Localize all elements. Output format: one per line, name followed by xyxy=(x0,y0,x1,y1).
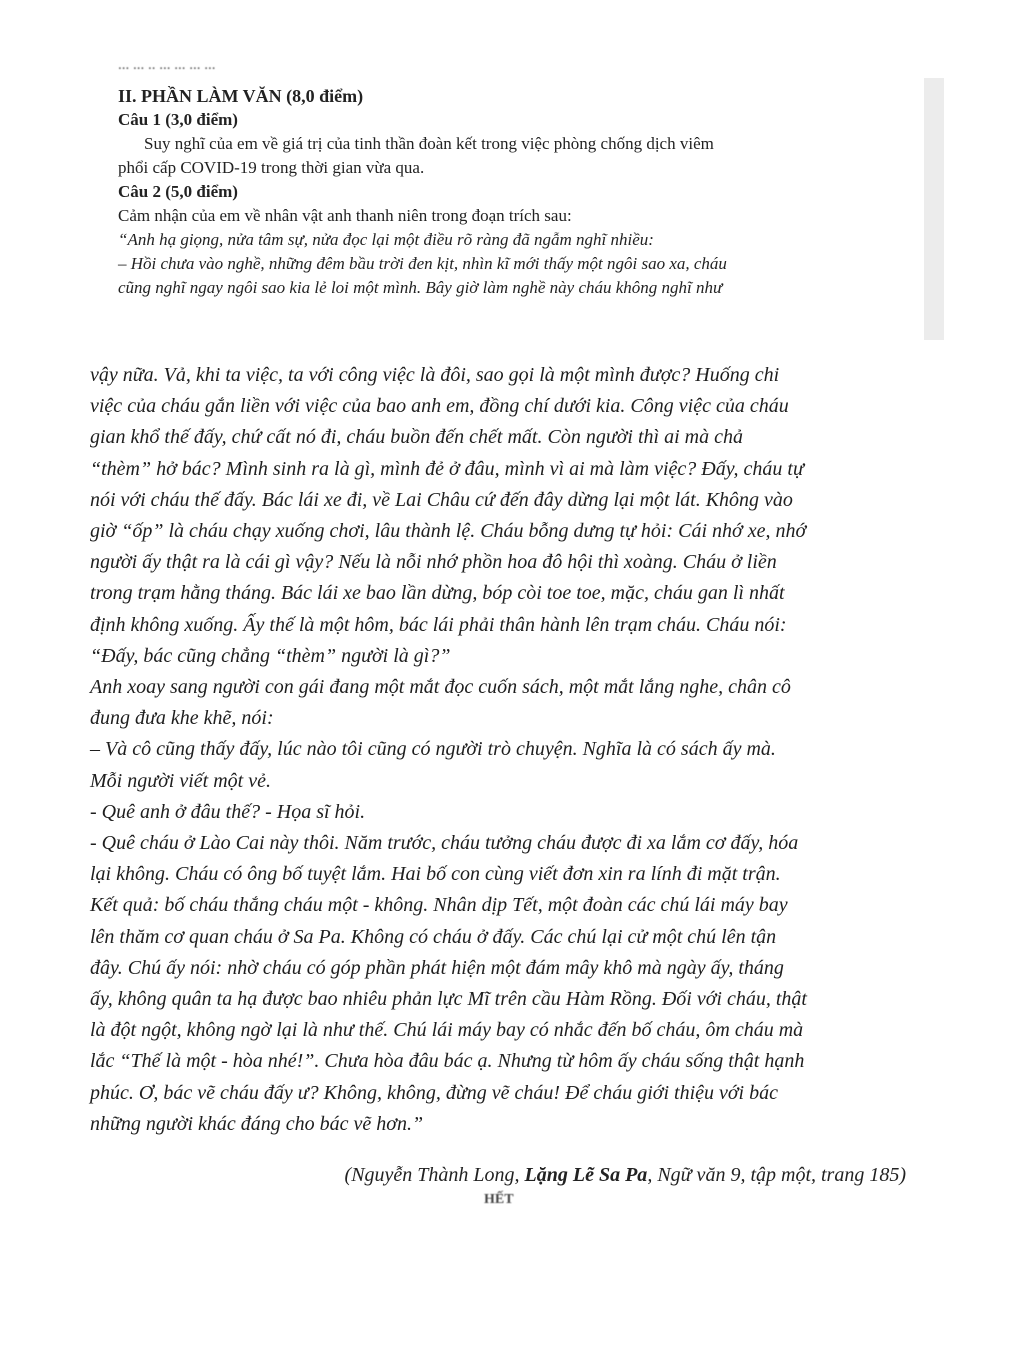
passage-line: giờ “ốp” là cháu chạy xuống chơi, lâu thành lệ. Cháu bỗng dưng tự hỏi: Cái nhớ xe, nhớ xyxy=(90,520,807,543)
question1-title: Câu 1 (3,0 điểm) xyxy=(118,110,238,129)
section-title: II. PHẦN LÀM VĂN (8,0 điểm) xyxy=(118,86,364,106)
passage-line: ấy, không quân ta hạ được bao nhiêu phản lực Mĩ trên cầu Hàm Rồng. Đối với cháu, thật xyxy=(90,988,807,1011)
question1-text-line: phổi cấp COVID-19 trong thời gian vừa qua. xyxy=(118,158,425,177)
scan-margin-strip xyxy=(924,78,944,340)
passage-line: gian khổ thế đấy, chứ cất nó đi, cháu buồn đến chết mất. Còn người thì ai mà chả xyxy=(90,426,743,449)
passage-line: lên thăm cơ quan cháu ở Sa Pa. Không có cháu ở đấy. Các chú lại cử một chú lên tận xyxy=(90,925,777,948)
exam-upper-section xyxy=(118,84,878,300)
question2-title: Câu 2 (5,0 điểm) xyxy=(118,182,238,201)
passage-line: là đột ngột, không ngờ lại là như thế. Chú lái máy bay có nhắc đến bố cháu, ôm cháu mà xyxy=(90,1019,804,1042)
passage-line: Anh xoay sang người con gái đang một mắt đọc cuốn sách, một mắt lắng nghe, chân cô xyxy=(90,676,791,699)
source-prefix: (Nguyễn Thành Long, xyxy=(344,1164,525,1186)
passage-line: - Quê cháu ở Lào Cai này thôi. Năm trước, cháu tưởng cháu được đi xa lắm cơ đấy, hóa xyxy=(90,832,799,855)
passage-line: nói với cháu thế đấy. Bác lái xe đi, về Lai Châu cứ đến đây dừng lại một lát. Không vào xyxy=(90,488,793,511)
passage-line: – Và cô cũng thấy đấy, lúc nào tôi cũng có người trò chuyện. Nghĩa là có sách ấy mà. xyxy=(90,738,776,761)
passage-line: định không xuống. Ấy thế là một hôm, bác lái phải thân hành lên trạm cháu. Cháu nói: xyxy=(90,613,787,636)
question2-prompt: Cảm nhận của em về nhân vật anh thanh niên trong đoạn trích sau: xyxy=(118,206,572,225)
passage-line: “Đấy, bác cũng chẳng “thèm” người là gì?” xyxy=(90,644,451,667)
passage-line: đung đưa khe khẽ, nói: xyxy=(90,707,274,730)
header-fragment: ... ... .. ... ... ... ... xyxy=(118,58,216,72)
source-suffix: , Ngữ văn 9, tập một, trang 185) xyxy=(647,1164,906,1186)
excerpt-line: “Anh hạ giọng, nửa tâm sự, nửa đọc lại một điều rõ ràng đã ngẫm nghĩ nhiều: xyxy=(118,230,654,249)
passage-line: người ấy thật ra là cái gì vậy? Nếu là nỗi nhớ phồn hoa đô hội thì xoàng. Cháu ở liền xyxy=(90,551,777,574)
passage-line: đây. Chú ấy nói: nhờ cháu có góp phần phát hiện một đám mây khô mà ngày ấy, tháng xyxy=(90,956,784,979)
question1-text-line: Suy nghĩ của em về giá trị của tinh thần đoàn kết trong việc phòng chống dịch viêm xyxy=(144,134,714,153)
end-marker: HẾT xyxy=(484,1192,514,1207)
excerpt-line: cũng nghĩ ngay ngôi sao kia lẻ loi một mình. Bây giờ làm nghề này cháu không nghĩ như xyxy=(118,278,723,297)
source-work-title: Lặng Lẽ Sa Pa xyxy=(524,1164,648,1186)
source-citation xyxy=(90,1160,906,1190)
passage-line: lại không. Cháu có ông bố tuyệt lắm. Hai bố con cùng viết đơn xin ra lính đi mặt trận. xyxy=(90,863,781,886)
passage-line: “thèm” hở bác? Mình sinh ra là gì, mình đẻ ở đâu, mình vì ai mà làm việc? Đấy, cháu tự xyxy=(90,457,804,480)
passage-line: lắc “Thế là một - hòa nhé!”. Chưa hòa đâu bác ạ. Nhưng từ hôm ấy cháu sống thật hạnh xyxy=(90,1050,805,1073)
passage-line: phúc. Ơ, bác vẽ cháu đấy ư? Không, không, đừng vẽ cháu! Để cháu giới thiệu với bác xyxy=(90,1081,778,1104)
passage-line: việc của cháu gắn liền với việc của bao anh em, đồng chí dưới kia. Công việc của cháu xyxy=(90,395,789,418)
passage-line: những người khác đáng cho bác vẽ hơn.” xyxy=(90,1112,424,1135)
passage-line: Mỗi người viết một vẻ. xyxy=(90,769,271,792)
passage-body xyxy=(90,360,928,1140)
excerpt-line: – Hồi chưa vào nghề, những đêm bầu trời đen kịt, nhìn kĩ mới thấy một ngôi sao xa, cháu xyxy=(118,254,727,273)
passage-line: - Quê anh ở đâu thế? - Họa sĩ hỏi. xyxy=(90,800,366,823)
passage-line: vậy nữa. Vả, khi ta việc, ta với công việc là đôi, sao gọi là một mình được? Huống chi xyxy=(90,364,780,386)
passage-line: Kết quả: bố cháu thắng cháu một - không. Nhân dịp Tết, một đoàn các chú lái máy bay xyxy=(90,894,788,917)
passage-line: trong trạm hằng tháng. Bác lái xe bao lần dừng, bóp còi toe toe, mặc, cháu gan lì nhất xyxy=(90,582,785,605)
